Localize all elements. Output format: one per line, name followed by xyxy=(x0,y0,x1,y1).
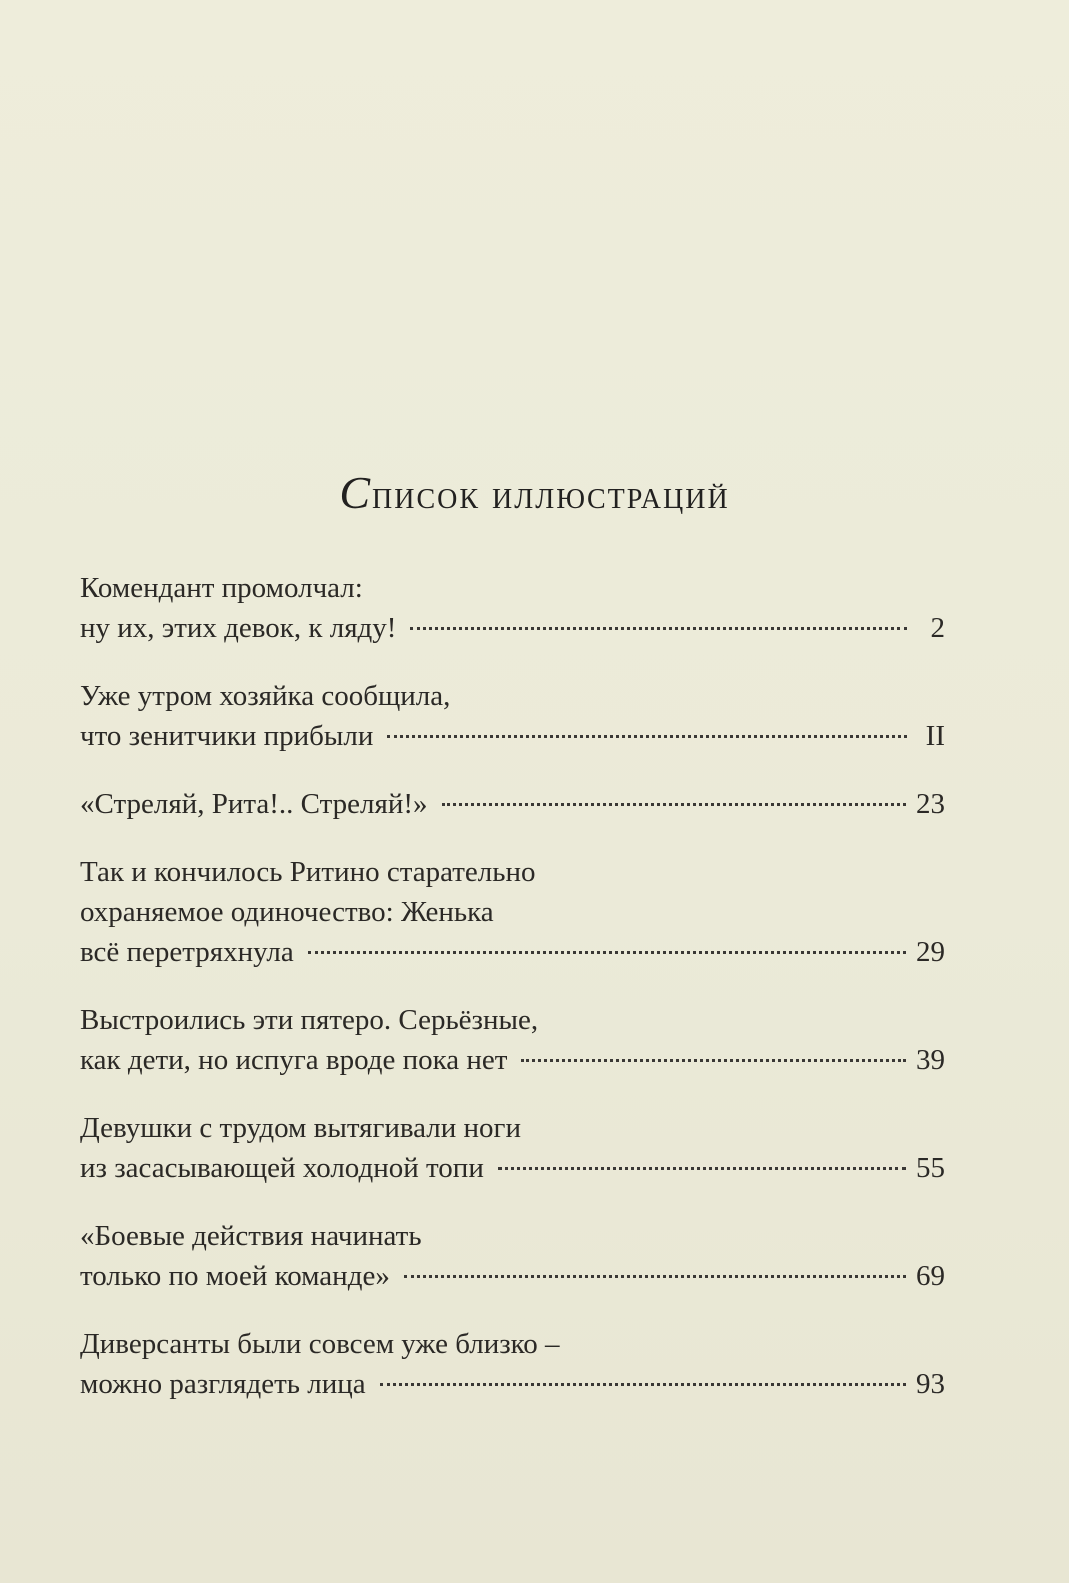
entry-line: ну их, этих девок, к ляду! xyxy=(80,612,397,644)
dot-leader xyxy=(380,1383,906,1386)
list-item xyxy=(80,1216,945,1296)
dot-leader xyxy=(387,735,907,738)
entry-line: Комендант промолчал: xyxy=(80,572,363,604)
entry-line: «Боевые действия начинать xyxy=(80,1220,422,1252)
title-initial: С xyxy=(339,467,373,518)
dot-leader xyxy=(410,627,907,630)
page-number: 23 xyxy=(916,788,945,820)
entry-line: Девушки с трудом вытягивали ноги xyxy=(80,1112,521,1144)
entry-line: охраняемое одиночество: Женька xyxy=(80,896,494,928)
dot-leader xyxy=(404,1275,906,1278)
illustrations-list xyxy=(80,568,945,1432)
list-item xyxy=(80,852,945,972)
page-number: 39 xyxy=(916,1044,945,1076)
entry-line: что зенитчики прибыли xyxy=(80,720,374,752)
page-number: 29 xyxy=(916,936,945,968)
dot-leader xyxy=(521,1059,906,1062)
list-item xyxy=(80,676,945,756)
dot-leader xyxy=(498,1167,906,1170)
entry-line: всё перетряхнула xyxy=(80,936,294,968)
page-number: 55 xyxy=(916,1152,945,1184)
entry-line: из засасывающей холодной топи xyxy=(80,1152,484,1184)
list-item xyxy=(80,1000,945,1080)
dot-leader xyxy=(442,803,907,806)
page-number: II xyxy=(925,720,945,752)
page-number: 69 xyxy=(916,1260,945,1292)
page-number: 93 xyxy=(916,1368,945,1400)
entry-line: как дети, но испуга вроде пока нет xyxy=(80,1044,508,1076)
page-title xyxy=(0,466,1069,519)
entry-line: «Стреляй, Рита!.. Стреляй!» xyxy=(80,788,428,820)
list-item xyxy=(80,1108,945,1188)
title-rest: писок иллюстраций xyxy=(372,472,730,517)
dot-leader xyxy=(308,951,906,954)
list-item xyxy=(80,1324,945,1404)
list-item xyxy=(80,784,945,824)
page-number: 2 xyxy=(930,612,945,644)
list-item xyxy=(80,568,945,648)
entry-line: Так и кончилось Ритино старательно xyxy=(80,856,536,888)
entry-line: можно разглядеть лица xyxy=(80,1368,366,1400)
entry-line: Диверсанты были совсем уже близко – xyxy=(80,1328,560,1360)
entry-line: Выстроились эти пятеро. Серьёзные, xyxy=(80,1004,539,1036)
entry-line: Уже утром хозяйка сообщила, xyxy=(80,680,451,712)
entry-line: только по моей команде» xyxy=(80,1260,390,1292)
